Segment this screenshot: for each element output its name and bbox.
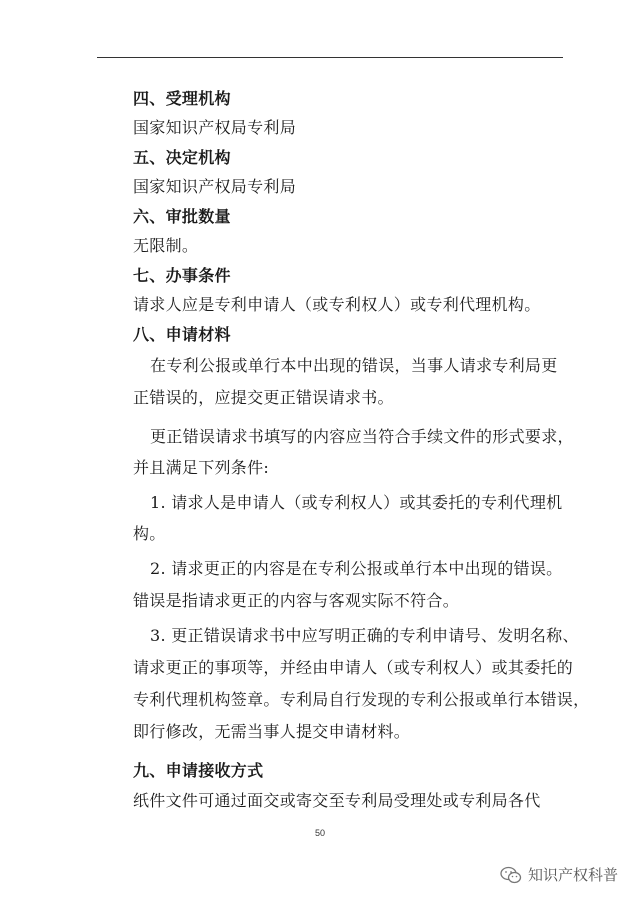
- paragraph-line: 请求更正的事项等，并经由申请人（或专利权人）或其委托的: [133, 658, 574, 677]
- paragraph-line: 专利代理机构签章。专利局自行发现的专利公报或单行本错误，: [133, 690, 590, 709]
- section-text-7: 请求人应是专利申请人（或专利权人）或专利代理机构。: [133, 295, 541, 314]
- paragraph-line: 在专利公报或单行本中出现的错误，当事人请求专利局更: [150, 356, 558, 375]
- paragraph-line: 3. 更正错误请求书中应写明正确的专利申请号、发明名称、: [150, 626, 579, 645]
- paragraph-line: 2. 请求更正的内容是在专利公报或单行本中出现的错误。: [150, 559, 563, 578]
- paragraph-line: 并且满足下列条件:: [133, 458, 270, 477]
- page-number: 50: [314, 828, 325, 838]
- paragraph-line: 错误是指请求更正的内容与客观实际不符合。: [133, 591, 460, 610]
- section-text-9: 纸件文件可通过面交或寄交至专利局受理处或专利局各代: [133, 791, 541, 810]
- section-text-6: 无限制。: [133, 236, 199, 255]
- watermark: [500, 864, 618, 885]
- section-text-4: 国家知识产权局专利局: [133, 118, 297, 137]
- watermark-text: 知识产权科普: [527, 866, 618, 884]
- header-rule: [97, 57, 563, 58]
- paragraph-line: 更正错误请求书填写的内容应当符合手续文件的形式要求，: [150, 427, 574, 446]
- section-text-5: 国家知识产权局专利局: [133, 177, 297, 196]
- paragraph-line: 1. 请求人是申请人（或专利权人）或其委托的专利代理机: [150, 493, 563, 512]
- wechat-icon: [500, 866, 522, 884]
- section-heading-8: 八、申请材料: [133, 325, 231, 344]
- section-heading-9: 九、申请接收方式: [133, 761, 264, 780]
- section-heading-6: 六、审批数量: [133, 207, 231, 226]
- paragraph-line: 即行修改，无需当事人提交申请材料。: [133, 722, 411, 741]
- paragraph-line: 构。: [133, 524, 166, 543]
- section-heading-4: 四、受理机构: [133, 89, 231, 108]
- section-heading-5: 五、决定机构: [133, 148, 231, 167]
- section-heading-7: 七、办事条件: [133, 266, 231, 285]
- paragraph-line: 正错误的，应提交更正错误请求书。: [133, 388, 394, 407]
